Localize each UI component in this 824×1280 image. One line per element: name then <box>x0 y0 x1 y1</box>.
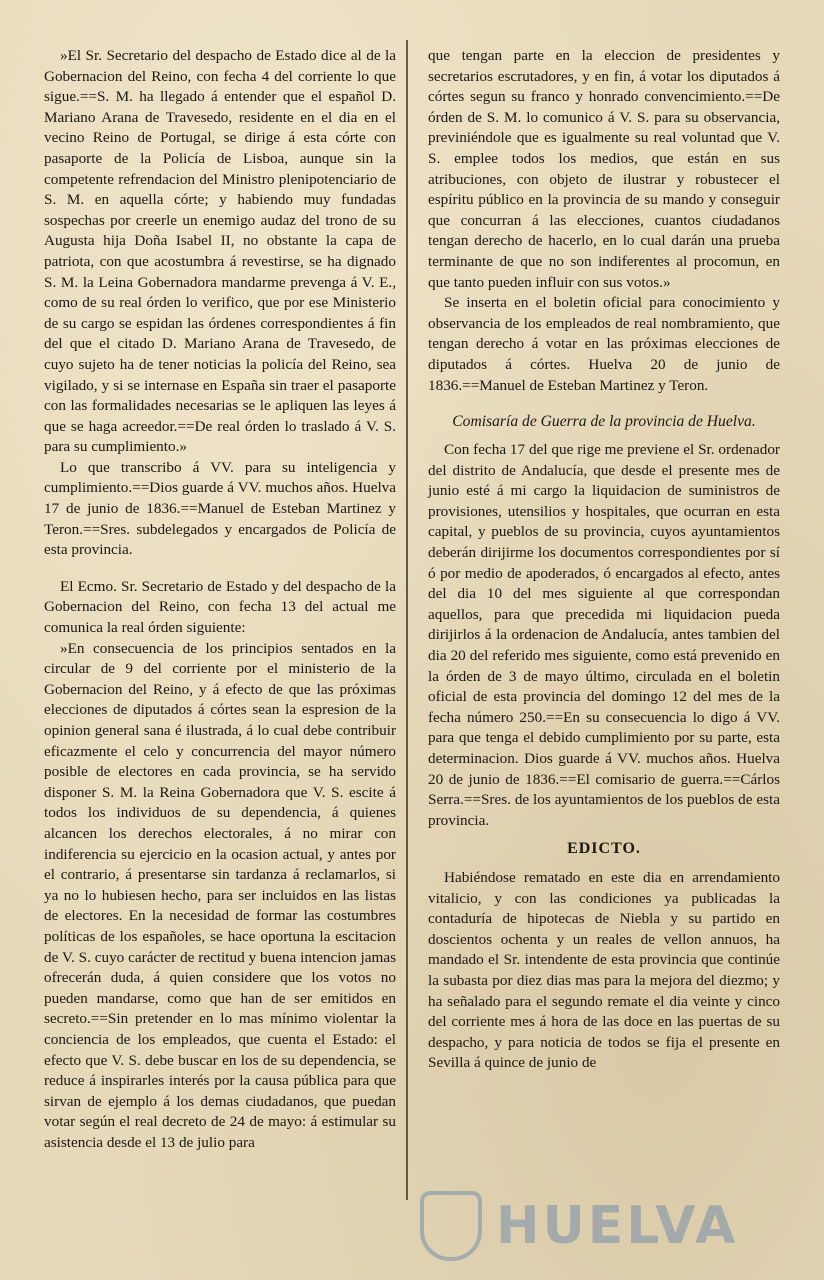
left-column <box>44 46 396 1153</box>
article-paragraph: Se inserta en el boletin oficial para conocimiento y observancia de los empleados de real nombramiento, que tengan derecho á votar en las próximas elecciones de diputados á córtes. Huelva 20 de junio de 1836.==Manuel de Esteban Martinez y Teron. <box>428 294 780 394</box>
article-paragraph: El Ecmo. Sr. Secretario de Estado y del despacho de la Gobernacion del Reino, con fecha 13 del actual me comunica la real órden siguiente: <box>44 577 396 637</box>
edicto-heading: EDICTO. <box>567 840 641 858</box>
article-paragraph: Con fecha 17 del que rige me previene el Sr. ordenador del distrito de Andalucía, que desde el presente mes de junio esté á mi cargo la liquidacion de suministros de provisiones, utensilios y hospitales, que ocurran en esta capital, y pueblos de su provincia, cuyos ayuntamientos deberán dirijirme los documentos correspondientes por sí ó por medio de apoderados, ó encargados al efecto, antes del dia 10 del mes siguiente al que correspondan aquellos, para que precedida mi liquidacion pueda dirijirlos á la ordenacion de Andalucía, antes tambien del dia 20 del referido mes siguiente, como está prevenido en la órden de 3 de mayo último, circulada en el boletin oficial de esta provincia del domingo 12 del mes de la fecha número 250.==En su consecuencia lo digo á VV. para que tenga el debido cumplimiento por su parte, esta determinacion. Dios guarde á VV. muchos años. Huelva 20 de junio de 1836.==El comisario de guerra.==Cárlos Serra.==Sres. de los ayuntamientos de los pueblos de esta provincia. <box>428 441 780 829</box>
section-heading: Comisaría de Guerra de la provincia de Huelva. <box>452 413 756 431</box>
paragraph-gap <box>428 396 780 412</box>
shield-icon <box>420 1191 482 1261</box>
article-paragraph: Lo que transcribo á VV. para su inteligencia y cumplimiento.==Dios guarde á VV. muchos años. Huelva 17 de junio de 1836.==Manuel de Esteban Martinez y Teron.==Sres. subdelegados y encargados de Policía de esta provincia. <box>44 458 396 559</box>
huelva-watermark <box>420 1188 750 1264</box>
article-paragraph: »El Sr. Secretario del despacho de Estado dice al de la Gobernacion del Reino, con fecha 4 del corriente lo que sigue.==S. M. ha llegado á entender que el español D. Mariano Arana de Travesedo, residente en el dia en el vecino Reino de Portugal, se dirige á esta córte con pasaporte de la Policía de Lisboa, aunque sin la competente refrendacion del Ministro plenipotenciario de S. M. en aquella córte; y habiendo muy fundadas sospechas por creerle un enemigo audaz del trono de su Augusta hija Doña Isabel II, no obstante la capa de patriota, con que acostumbra á revestirse, se ha dignado S. M. la Leina Gobernadora mandarme prevenga á V. E., como de su real órden lo verifico, que por ese Ministerio de su cargo se espidan las órdenes correspondientes á fin del que el citado D. Mariano Arana de Travesedo, de cuyo sujeto ha de tener noticias la policía del Reino, sea vigilado, y si se internase en España sin traer el pasaporte con las formalidades necesarias se le apliquen las leyes á que se haga acreedor.==De real órden lo traslado á V. S. para su cumplimiento.» <box>44 47 396 456</box>
paragraph-gap <box>428 860 780 868</box>
article-paragraph: Habiéndose rematado en este dia en arrendamiento vitalicio, y con las condiciones ya publicadas la contaduría de hipotecas de Niebla y su partido en doscientos ochenta y un reales de vellon annuos, ha mandado el Sr. intendente de esta provincia que continúe la subasta por diez dias mas para la mejora del diezmo; y ha señalado para el segundo remate el dia veinte y cinco del corriente mes á hora de las doce en las puertas de su despacho, y para noticia de todos se fija el presente en Sevilla á quince de junio de <box>428 868 780 1072</box>
paragraph-gap <box>428 432 780 440</box>
paragraph-gap <box>44 561 396 577</box>
article-paragraph: »En consecuencia de los principios sentados en la circular de 9 del corriente por el ministerio de la Gobernacion del Reino, y á efecto de que las próximas elecciones de diputados á córtes sean la espresion de la opinion general sana é ilustrada, á lo cual debe contribuir eficazmente el celo y concurrencia del mayor número posible de electores en cada provincia, se ha servido disponer S. M. la Reina Gobernadora que V. S. escite á todos los individuos de su dependencia, á quienes alcancen los derechos electorales, á no mirar con indiferencia su ejercicio en la ocasion actual, y antes por el contrario, á presentarse sin tardanza á reclamarlos, si ya no lo hubiesen hecho, para ser incluidos en las listas de electores. En la necesidad de formar las costumbres políticas de los españoles, se hace oportuna la escitacion de V. S. cuyo carácter de rectitud y buena intencion jamas ofrecerán duda, á quien considere que los votos no pueden mandarse, como que han de ser emitidos en secreto.==Sin pretender en lo mas mínimo violentar la conciencia de los empleados, que cuenta el Estado: el efecto que V. S. debe buscar en los de su dependencia, se reduce á inspirarles interés por la causa pública para que sirvan de ejemplo á los demas ciudadanos, que puedan votar según el real decreto de 24 de mayo: á estimular su asistencia desde el 13 de julio para <box>44 639 396 1151</box>
paragraph-gap <box>428 831 780 839</box>
article-paragraph: que tengan parte en la eleccion de presidentes y secretarios escrutadores, y en fin, á votar los diputados á córtes segun su franco y honrado convencimiento.==De órden de S. M. lo comunico á V. S. para su observancia, previniéndole que es igualmente su real voluntad que V. S. emplee todos los medios, que están en sus atribuciones, con objeto de ilustrar y robustecer el espíritu público en la provincia de su mando y conseguir que concurran á las elecciones, cuantos ciudadanos tengan derecho de hacerlo, en lo cual darán una prueba terminante de que no son indiferentes al procomun, en que tanto pueden influir con sus votos.» <box>428 47 780 291</box>
watermark-text: HUELVA <box>496 1196 739 1256</box>
right-column <box>428 46 780 1074</box>
column-divider <box>406 40 408 1200</box>
